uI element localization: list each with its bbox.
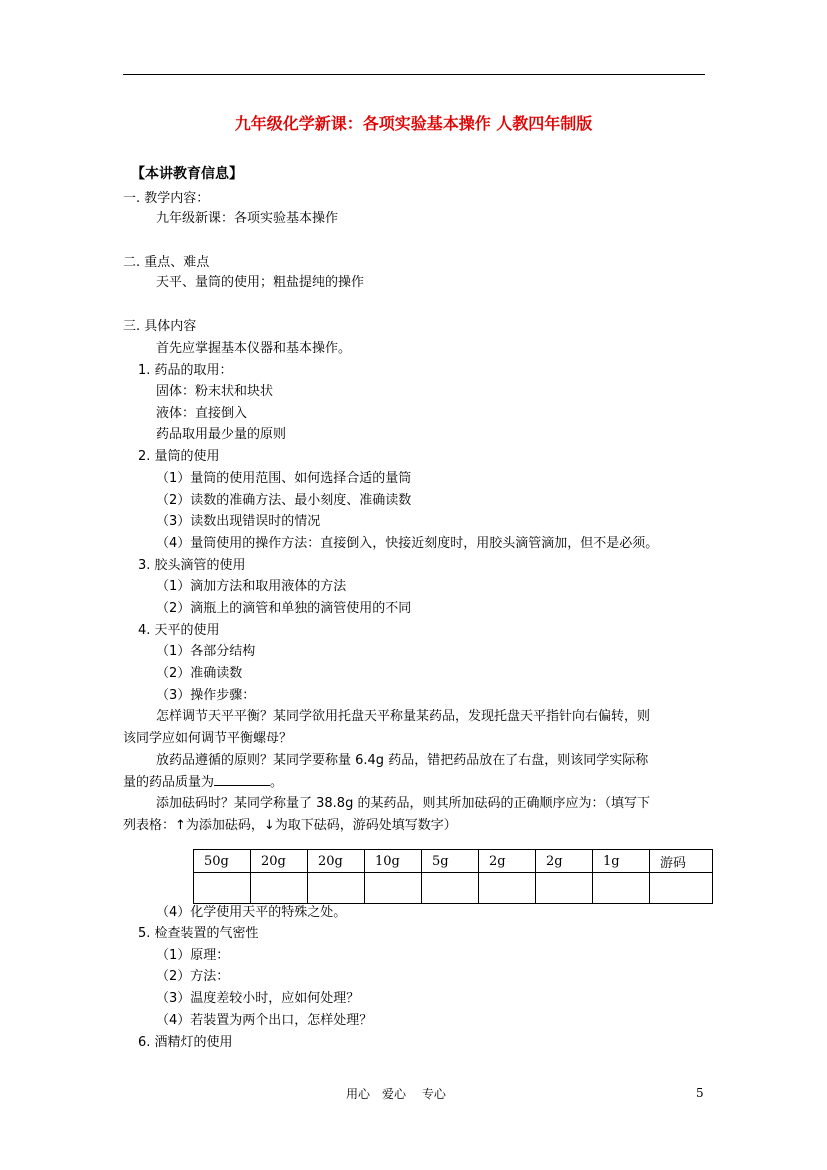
- table-cell: [593, 873, 650, 904]
- text-line: 固体：粉末状和块状: [156, 384, 274, 399]
- heading-1: 一. 教学内容：: [123, 191, 210, 206]
- table-cell: [308, 873, 365, 904]
- text-line: （1）量筒的使用范围、如何选择合适的量筒: [156, 471, 412, 486]
- table-header-cell: 2g: [479, 850, 536, 873]
- list-item: 5. 检查装置的气密性: [138, 926, 259, 941]
- text-line: （1）原理：: [156, 948, 230, 963]
- list-item: 3. 胶头滴管的使用: [138, 558, 246, 573]
- list-item: 1. 药品的取用：: [138, 363, 233, 378]
- table-header-cell: 1g: [593, 850, 650, 873]
- text-line: 首先应掌握基本仪器和基本操作。: [156, 341, 352, 356]
- list-item: 6. 酒精灯的使用: [138, 1035, 233, 1050]
- table-header-cell: 游码: [650, 850, 713, 873]
- text-line: 药品取用最少量的原则: [156, 427, 287, 442]
- text-line: （2）方法：: [156, 969, 230, 984]
- text-line: （3）操作步骤：: [156, 688, 256, 703]
- table-cell: [479, 873, 536, 904]
- list-item: 2. 量筒的使用: [138, 449, 220, 464]
- table-cell: [536, 873, 593, 904]
- section-header: 【本讲教育信息】: [131, 166, 243, 182]
- text-line: （1）滴加方法和取用液体的方法: [156, 579, 347, 594]
- table-cell: [251, 873, 308, 904]
- text-line: （2）滴瓶上的滴管和单独的滴管使用的不同: [156, 601, 412, 616]
- text-line: 九年级新课：各项实验基本操作: [156, 211, 339, 226]
- question-text: 列表格：↑为添加砝码，↓为取下砝码，游码处填写数字）: [123, 818, 457, 833]
- text-line: （3）温度差较小时，应如何处理？: [156, 991, 360, 1006]
- weights-table: [193, 849, 713, 904]
- text-line: （2）读数的准确方法、最小刻度、准确读数: [156, 493, 412, 508]
- list-item: 4. 天平的使用: [138, 623, 220, 638]
- text-line: （2）准确读数: [156, 666, 243, 681]
- header-rule: [123, 74, 705, 75]
- text-line: （3）读数出现错误时的情况: [156, 514, 321, 529]
- table-cell: [650, 873, 713, 904]
- table-header-cell: 50g: [194, 850, 251, 873]
- table-header-cell: 5g: [422, 850, 479, 873]
- table-cell: [365, 873, 422, 904]
- table-header-cell: 10g: [365, 850, 422, 873]
- answer-blank: [214, 773, 270, 786]
- question-text: 怎样调节天平平衡？某同学欲用托盘天平称量某药品，发现托盘天平指针向右偏转，则: [156, 709, 651, 724]
- page-footer: 用心 爱心 专心: [346, 1087, 446, 1101]
- table-cell: [194, 873, 251, 904]
- text-line: 天平、量筒的使用；粗盐提纯的操作: [156, 275, 365, 290]
- table-header-cell: 2g: [536, 850, 593, 873]
- text-line: （1）各部分结构: [156, 644, 256, 659]
- table-header-cell: 20g: [308, 850, 365, 873]
- table-header-row: [194, 850, 713, 873]
- table-row: [194, 873, 713, 904]
- question-text: 该同学应如何调节平衡螺母？: [123, 731, 293, 746]
- table-header-cell: 20g: [251, 850, 308, 873]
- question-text-end: 。: [270, 775, 284, 790]
- question-text: 放药品遵循的原则？某同学要称量 6.4g 药品，错把药品放在了右盘，则该同学实际称: [156, 753, 649, 768]
- text-line: （4）化学使用天平的特殊之处。: [156, 905, 347, 920]
- text-line: （4）量筒使用的操作方法：直接倒入，快接近刻度时，用胶头滴管滴加，但不是必须。: [156, 536, 659, 551]
- text-line: 液体：直接倒入: [156, 406, 248, 421]
- text-line: （4）若装置为两个出口，怎样处理？: [156, 1013, 373, 1028]
- document-title: 九年级化学新课：各项实验基本操作 人教四年制版: [234, 114, 593, 133]
- question-text-part: 量的药品质量为: [123, 775, 215, 790]
- table-cell: [422, 873, 479, 904]
- page-number: 5: [696, 1086, 704, 1100]
- heading-2: 二. 重点、难点: [123, 255, 210, 270]
- heading-3: 三. 具体内容: [123, 319, 197, 334]
- question-text: 添加砝码时？某同学称量了 38.8g 的某药品，则其所加砝码的正确顺序应为：（填写下: [156, 796, 650, 811]
- question-text: [123, 773, 283, 792]
